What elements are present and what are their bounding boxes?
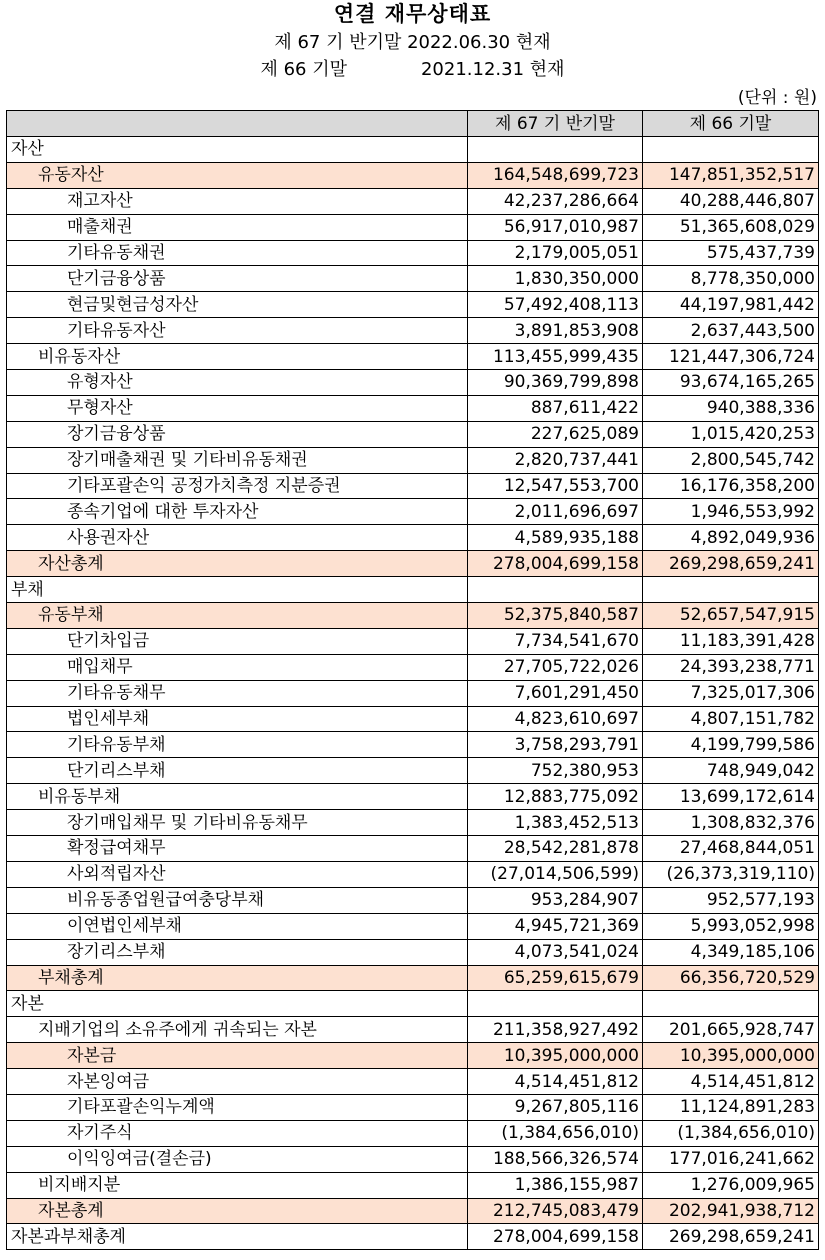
current-period-value: 12,547,553,700 (468, 473, 643, 499)
account-label: 유형자산 (7, 370, 468, 396)
table-header-row (7, 111, 819, 137)
current-period-value: 1,383,452,513 (468, 810, 643, 836)
account-label: 단기리스부채 (7, 758, 468, 784)
account-label: 장기매출채권 및 기타비유동채권 (7, 447, 468, 473)
prior-period-value: 121,447,306,724 (643, 344, 819, 370)
table-row (7, 706, 819, 732)
prior-period-value: 51,365,608,029 (643, 214, 819, 240)
table-row (7, 1172, 819, 1198)
period-prior (0, 57, 825, 83)
prior-period-value: 13,699,172,614 (643, 784, 819, 810)
prior-period-value: 2,637,443,500 (643, 318, 819, 344)
table-row (7, 628, 819, 654)
statement-title: 연결 재무상태표 (333, 2, 492, 26)
current-period-value: 27,705,722,026 (468, 654, 643, 680)
current-period-value: 278,004,699,158 (468, 551, 643, 577)
table-row (7, 887, 819, 913)
prior-period-value: 201,665,928,747 (643, 1017, 819, 1043)
table-row (7, 137, 819, 163)
current-period-value: 4,823,610,697 (468, 706, 643, 732)
current-period-value: 56,917,010,987 (468, 214, 643, 240)
prior-period-value: 4,199,799,586 (643, 732, 819, 758)
account-label: 자본금 (7, 1043, 468, 1069)
table-row (7, 784, 819, 810)
current-period-value: 65,259,615,679 (468, 965, 643, 991)
prior-period-value: 269,298,659,241 (643, 1224, 819, 1250)
current-period-value: 1,830,350,000 (468, 266, 643, 292)
table-row (7, 680, 819, 706)
account-label: 매출채권 (7, 214, 468, 240)
table-row (7, 266, 819, 292)
current-period-value: 164,548,699,723 (468, 162, 643, 188)
prior-period-value (643, 991, 819, 1017)
account-label: 비유동자산 (7, 344, 468, 370)
account-label: 기타유동부채 (7, 732, 468, 758)
account-label: 부채 (7, 577, 468, 603)
prior-period-value: 1,015,420,253 (643, 421, 819, 447)
prior-period-value: 4,514,451,812 (643, 1069, 819, 1095)
current-period-value: 90,369,799,898 (468, 370, 643, 396)
prior-period-value: 27,468,844,051 (643, 836, 819, 862)
current-period-value: 2,820,737,441 (468, 447, 643, 473)
account-label: 비지배지분 (7, 1172, 468, 1198)
account-label: 종속기업에 대한 투자자산 (7, 499, 468, 525)
account-label: 확정급여채무 (7, 836, 468, 862)
current-period-value: 57,492,408,113 (468, 292, 643, 318)
table-row (7, 732, 819, 758)
account-label: 기타포괄손익누계액 (7, 1094, 468, 1120)
current-period-value: 2,011,696,697 (468, 499, 643, 525)
table-row (7, 1094, 819, 1120)
current-period-value: 42,237,286,664 (468, 188, 643, 214)
column-header-prior: 제 66 기말 (643, 111, 819, 137)
prior-period-value: 1,308,832,376 (643, 810, 819, 836)
prior-period-value: 40,288,446,807 (643, 188, 819, 214)
prior-period-value: 202,941,938,712 (643, 1198, 819, 1224)
current-period-value: 7,601,291,450 (468, 680, 643, 706)
table-row (7, 758, 819, 784)
table-row (7, 162, 819, 188)
current-period-value: 12,883,775,092 (468, 784, 643, 810)
table-row (7, 525, 819, 551)
current-period-value: 212,745,083,479 (468, 1198, 643, 1224)
prior-period-value: 940,388,336 (643, 395, 819, 421)
account-label: 자본총계 (7, 1198, 468, 1224)
account-label: 단기차입금 (7, 628, 468, 654)
current-period-value: 2,179,005,051 (468, 240, 643, 266)
statement-header (0, 0, 825, 110)
table-row (7, 654, 819, 680)
account-label: 재고자산 (7, 188, 468, 214)
table-row (7, 551, 819, 577)
table-row (7, 395, 819, 421)
table-row (7, 421, 819, 447)
current-period-value: (1,384,656,010) (468, 1120, 643, 1146)
account-label: 사용권자산 (7, 525, 468, 551)
table-body (7, 137, 819, 1250)
table-row (7, 318, 819, 344)
current-period-value: 4,589,935,188 (468, 525, 643, 551)
current-period-value: 52,375,840,587 (468, 603, 643, 629)
account-label: 기타유동채무 (7, 680, 468, 706)
prior-period-value: 8,778,350,000 (643, 266, 819, 292)
account-label: 매입채무 (7, 654, 468, 680)
current-period-value: 113,455,999,435 (468, 344, 643, 370)
period-prior-label: 제 66 기말 (260, 59, 347, 80)
prior-period-value: 11,183,391,428 (643, 628, 819, 654)
account-label: 장기금융상품 (7, 421, 468, 447)
table-row (7, 1069, 819, 1095)
account-label: 유동부채 (7, 603, 468, 629)
table-row (7, 836, 819, 862)
account-label: 장기리스부채 (7, 939, 468, 965)
table-row (7, 1198, 819, 1224)
table-row (7, 499, 819, 525)
column-header-current: 제 67 기 반기말 (468, 111, 643, 137)
account-label: 자산총계 (7, 551, 468, 577)
account-label: 장기매입채무 및 기타비유동채무 (7, 810, 468, 836)
current-period-value (468, 991, 643, 1017)
prior-period-value: 147,851,352,517 (643, 162, 819, 188)
table-row (7, 188, 819, 214)
prior-period-value: 4,349,185,106 (643, 939, 819, 965)
account-label: 단기금융상품 (7, 266, 468, 292)
current-period-value: 4,945,721,369 (468, 913, 643, 939)
unit-label: (단위 : 원) (737, 88, 817, 108)
table-row (7, 1043, 819, 1069)
table-row (7, 913, 819, 939)
account-label: 무형자산 (7, 395, 468, 421)
current-period-value: 3,891,853,908 (468, 318, 643, 344)
prior-period-value: 7,325,017,306 (643, 680, 819, 706)
current-period-value: 7,734,541,670 (468, 628, 643, 654)
table-row (7, 965, 819, 991)
table-row (7, 1120, 819, 1146)
account-label: 유동자산 (7, 162, 468, 188)
prior-period-value: 52,657,547,915 (643, 603, 819, 629)
current-period-value (468, 137, 643, 163)
current-period-value: 9,267,805,116 (468, 1094, 643, 1120)
table-row (7, 240, 819, 266)
current-period-value: (27,014,506,599) (468, 861, 643, 887)
prior-period-value: 1,276,009,965 (643, 1172, 819, 1198)
period-current: 제 67 기 반기말 2022.06.30 현재 (274, 32, 551, 53)
current-period-value: 188,566,326,574 (468, 1146, 643, 1172)
current-period-value: 227,625,089 (468, 421, 643, 447)
account-label: 이익잉여금(결손금) (7, 1146, 468, 1172)
account-label: 현금및현금성자산 (7, 292, 468, 318)
current-period-value: 953,284,907 (468, 887, 643, 913)
table-row (7, 1224, 819, 1250)
current-period-value: 28,542,281,878 (468, 836, 643, 862)
prior-period-value: 269,298,659,241 (643, 551, 819, 577)
account-label: 자본과부채총계 (7, 1224, 468, 1250)
prior-period-value: 11,124,891,283 (643, 1094, 819, 1120)
table-row (7, 577, 819, 603)
table-row (7, 1146, 819, 1172)
prior-period-value: 748,949,042 (643, 758, 819, 784)
current-period-value: 1,386,155,987 (468, 1172, 643, 1198)
period-prior-date: 2021.12.31 현재 (420, 59, 565, 80)
prior-period-value: 177,016,241,662 (643, 1146, 819, 1172)
table-row (7, 473, 819, 499)
current-period-value: 887,611,422 (468, 395, 643, 421)
prior-period-value (643, 577, 819, 603)
prior-period-value: (1,384,656,010) (643, 1120, 819, 1146)
account-label: 기타유동자산 (7, 318, 468, 344)
account-label: 이연법인세부채 (7, 913, 468, 939)
table-row (7, 214, 819, 240)
account-label: 법인세부채 (7, 706, 468, 732)
prior-period-value: 575,437,739 (643, 240, 819, 266)
table-row (7, 370, 819, 396)
current-period-value: 10,395,000,000 (468, 1043, 643, 1069)
table-row (7, 861, 819, 887)
table-row (7, 603, 819, 629)
current-period-value: 4,514,451,812 (468, 1069, 643, 1095)
account-label: 비유동종업원급여충당부채 (7, 887, 468, 913)
account-label: 자기주식 (7, 1120, 468, 1146)
current-period-value: 3,758,293,791 (468, 732, 643, 758)
prior-period-value: 1,946,553,992 (643, 499, 819, 525)
account-label: 자산 (7, 137, 468, 163)
current-period-value (468, 577, 643, 603)
table-row (7, 939, 819, 965)
prior-period-value: 952,577,193 (643, 887, 819, 913)
current-period-value: 4,073,541,024 (468, 939, 643, 965)
prior-period-value (643, 137, 819, 163)
account-label: 기타포괄손익 공정가치측정 지분증권 (7, 473, 468, 499)
table-row (7, 447, 819, 473)
table-row (7, 292, 819, 318)
prior-period-value: 44,197,981,442 (643, 292, 819, 318)
prior-period-value: 4,892,049,936 (643, 525, 819, 551)
account-label: 지배기업의 소유주에게 귀속되는 자본 (7, 1017, 468, 1043)
account-label: 비유동부채 (7, 784, 468, 810)
prior-period-value: 16,176,358,200 (643, 473, 819, 499)
account-label: 자본 (7, 991, 468, 1017)
table-row (7, 991, 819, 1017)
prior-period-value: (26,373,319,110) (643, 861, 819, 887)
table-row (7, 344, 819, 370)
column-header-account (7, 111, 468, 137)
prior-period-value: 24,393,238,771 (643, 654, 819, 680)
prior-period-value: 4,807,151,782 (643, 706, 819, 732)
prior-period-value: 2,800,545,742 (643, 447, 819, 473)
prior-period-value: 93,674,165,265 (643, 370, 819, 396)
current-period-value: 278,004,699,158 (468, 1224, 643, 1250)
account-label: 사외적립자산 (7, 861, 468, 887)
account-label: 자본잉여금 (7, 1069, 468, 1095)
current-period-value: 211,358,927,492 (468, 1017, 643, 1043)
table-row (7, 810, 819, 836)
balance-sheet-table (6, 110, 819, 1250)
table-row (7, 1017, 819, 1043)
prior-period-value: 66,356,720,529 (643, 965, 819, 991)
account-label: 부채총계 (7, 965, 468, 991)
prior-period-value: 5,993,052,998 (643, 913, 819, 939)
account-label: 기타유동채권 (7, 240, 468, 266)
prior-period-value: 10,395,000,000 (643, 1043, 819, 1069)
current-period-value: 752,380,953 (468, 758, 643, 784)
